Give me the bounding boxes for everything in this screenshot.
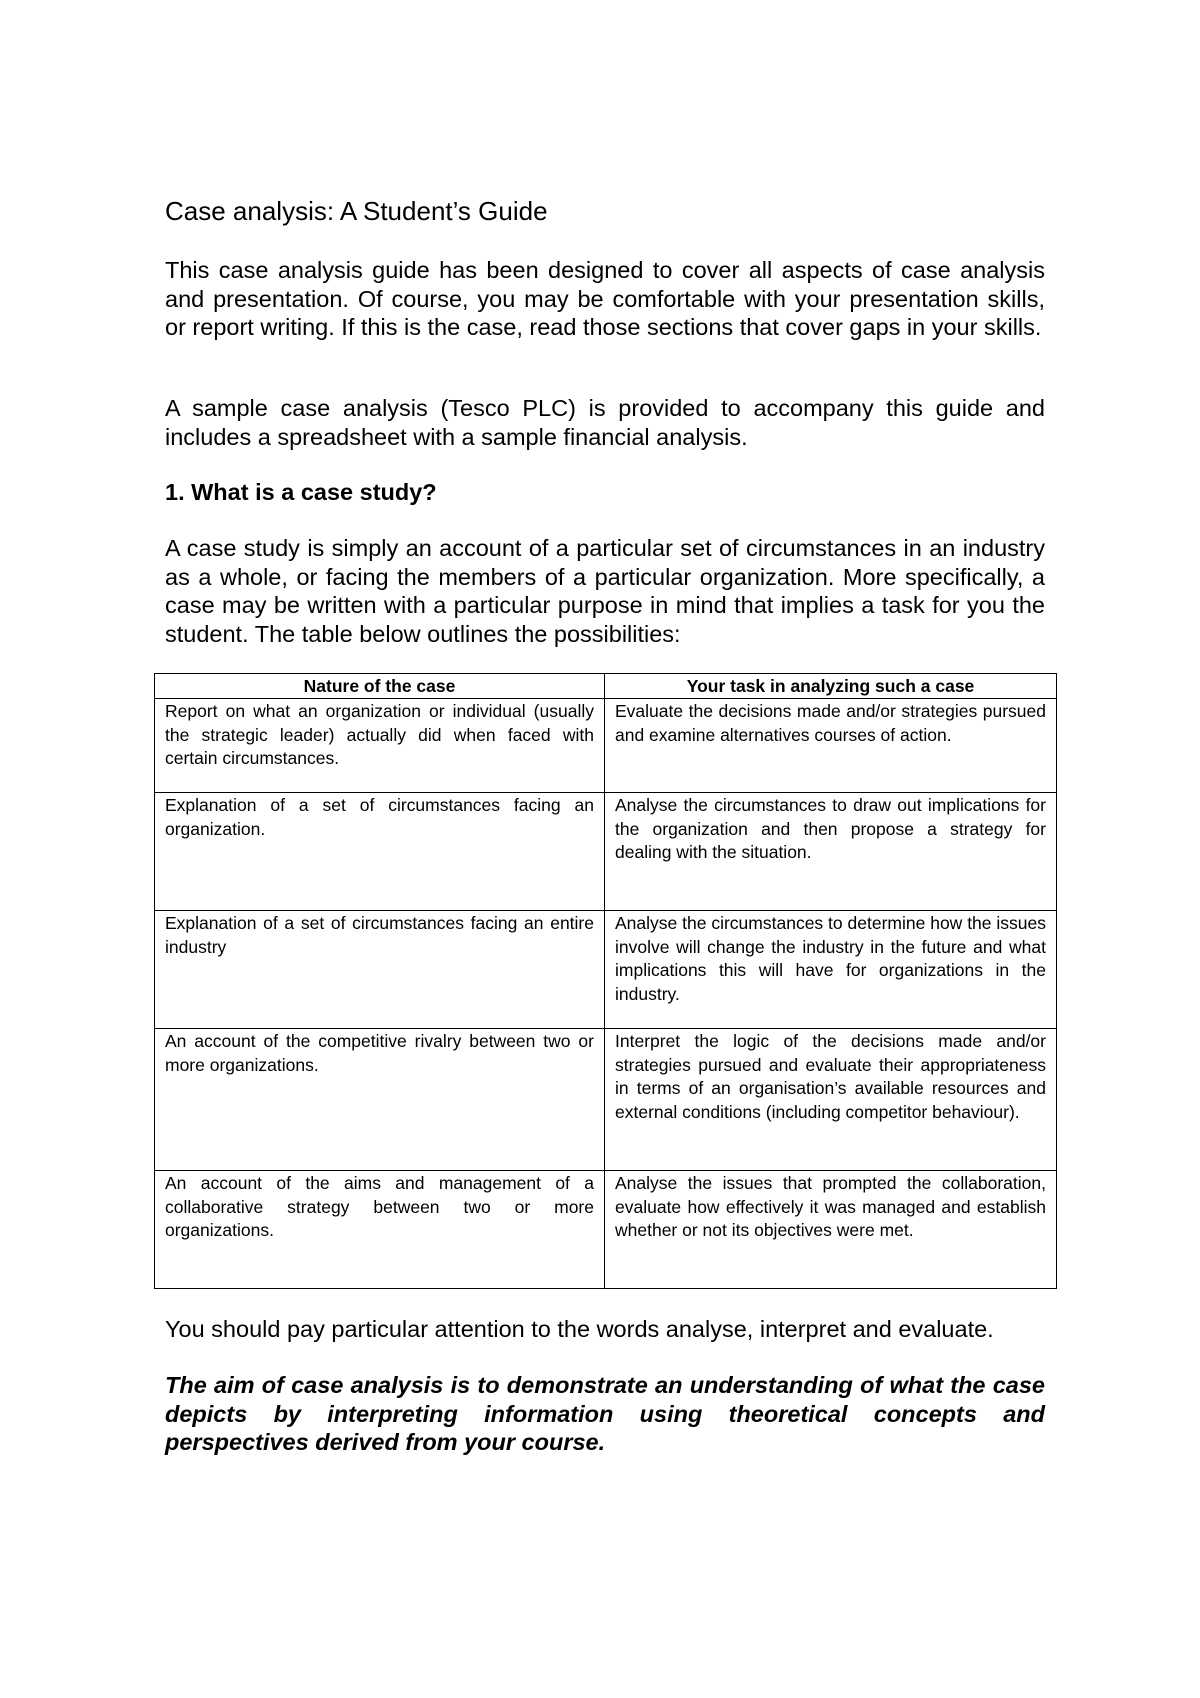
attention-paragraph: You should pay particular attention to the words analyse, interpret and evaluate. bbox=[165, 1316, 994, 1342]
section-heading: 1. What is a case study? bbox=[165, 479, 437, 505]
table-row bbox=[155, 1171, 1057, 1289]
header-task: Your task in analyzing such a case bbox=[605, 674, 1057, 699]
cell-task: Interpret the logic of the decisions made and/or strategies pursued and evaluate their appropriateness in terms of an organisation’s available resources and external conditions (including competitor behaviour). bbox=[605, 1029, 1057, 1171]
table-row bbox=[155, 699, 1057, 793]
cell-nature: Explanation of a set of circumstances facing an entire industry bbox=[155, 911, 605, 1029]
table-row bbox=[155, 793, 1057, 911]
case-types-table bbox=[154, 673, 1057, 1289]
cell-task: Analyse the circumstances to draw out implications for the organization and then propose a strategy for dealing with the situation. bbox=[605, 793, 1057, 911]
table-header-row bbox=[155, 674, 1057, 699]
aim-paragraph: The aim of case analysis is to demonstrate an understanding of what the case depicts by interpreting information using theoretical concepts and perspectives derived from your course. bbox=[165, 1372, 1045, 1455]
table-row bbox=[155, 1029, 1057, 1171]
definition-paragraph: A case study is simply an account of a particular set of circumstances in an industry as a whole, or facing the members of a particular organization. More specifically, a case may be written with a particular purpose in mind that implies a task for you the student. The table below outlines the possibilities: bbox=[165, 535, 1045, 647]
intro-paragraph: This case analysis guide has been designed to cover all aspects of case analysis and presentation. Of course, you may be comfortable with your presentation skills, or report writing. If this is the case, read those sections that cover gaps in your skills. bbox=[165, 257, 1045, 340]
cell-task: Evaluate the decisions made and/or strategies pursued and examine alternatives courses of action. bbox=[605, 699, 1057, 793]
cell-task: Analyse the issues that prompted the collaboration, evaluate how effectively it was managed and establish whether or not its objectives were met. bbox=[605, 1171, 1057, 1289]
cell-task: Analyse the circumstances to determine how the issues involve will change the industry in the future and what implications this will have for organizations in the industry. bbox=[605, 911, 1057, 1029]
table-row bbox=[155, 911, 1057, 1029]
cell-nature: Explanation of a set of circumstances facing an organization. bbox=[155, 793, 605, 911]
cell-nature: An account of the aims and management of a collaborative strategy between two or more organizations. bbox=[155, 1171, 605, 1289]
header-nature: Nature of the case bbox=[155, 674, 605, 699]
sample-paragraph: A sample case analysis (Tesco PLC) is provided to accompany this guide and includes a spreadsheet with a sample financial analysis. bbox=[165, 395, 1045, 450]
cell-nature: An account of the competitive rivalry between two or more organizations. bbox=[155, 1029, 605, 1171]
cell-nature: Report on what an organization or individual (usually the strategic leader) actually did when faced with certain circumstances. bbox=[155, 699, 605, 793]
document-title: Case analysis: A Student’s Guide bbox=[165, 196, 548, 226]
